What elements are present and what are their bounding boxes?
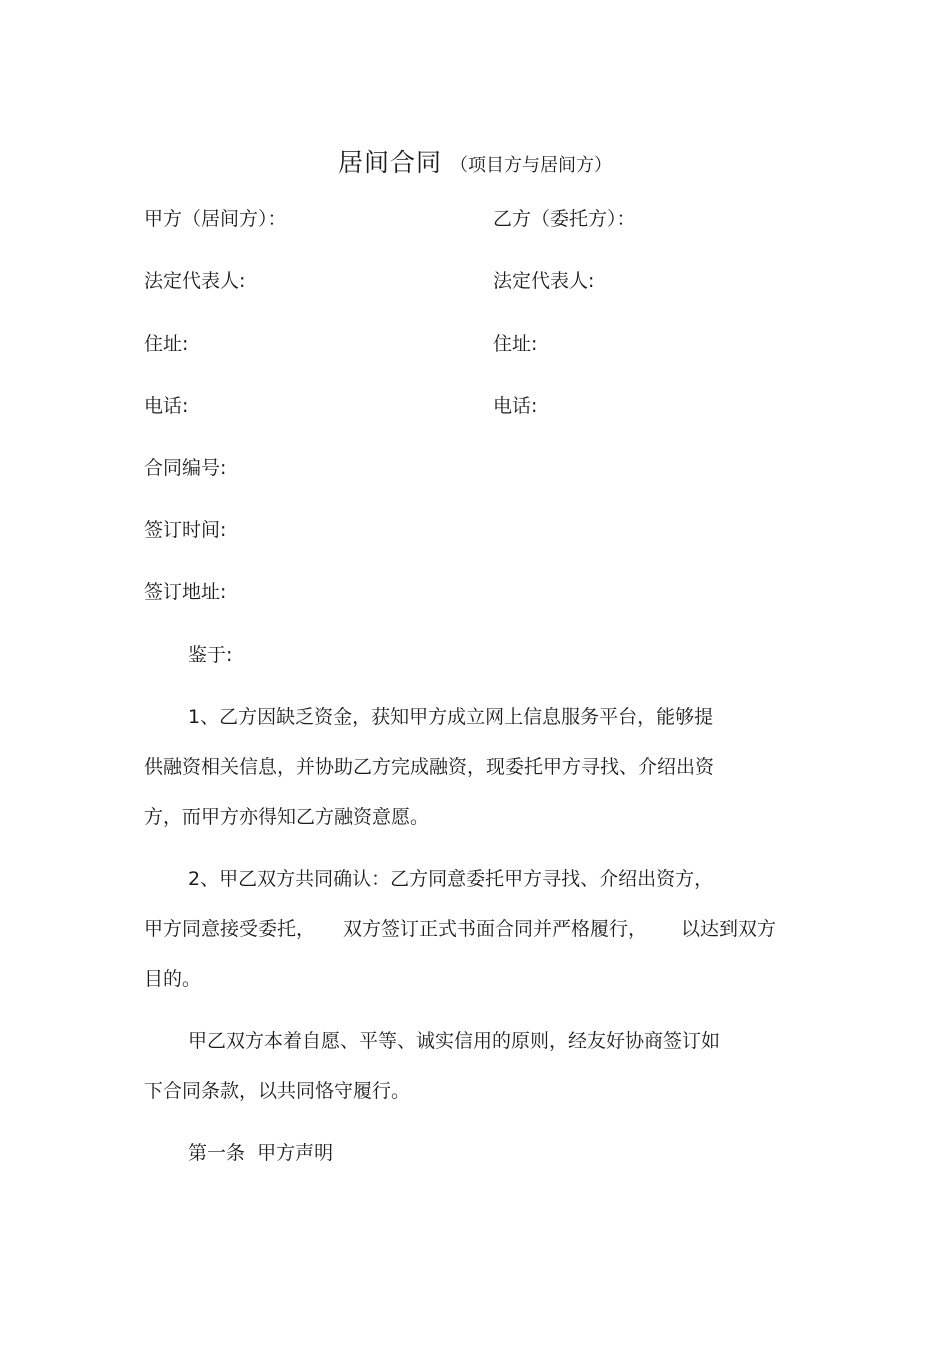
party-a-phone: 电话: <box>144 395 189 417</box>
principle-line-1: 甲乙双方本着自愿、平等、诚实信用的原则，经友好协商签订如 <box>188 1030 721 1052</box>
party-a-label: 甲方（居间方）： <box>144 208 287 230</box>
whereas-item-2-line-2-part-3: 以达到双方 <box>681 918 777 940</box>
whereas-item-2-line-3: 目的。 <box>144 968 202 990</box>
title-main: 居间合同 <box>337 148 442 177</box>
party-a-address: 住址: <box>144 333 189 355</box>
party-b-representative: 法定代表人: <box>493 270 595 292</box>
whereas-item-2 <box>144 867 824 991</box>
party-b-phone: 电话: <box>493 395 538 417</box>
party-b-label: 乙方（委托方）： <box>493 208 636 230</box>
principle-line-2: 下合同条款，以共同恪守履行。 <box>144 1080 411 1102</box>
whereas-item-1-line-2: 供融资相关信息，并协助乙方完成融资，现委托甲方寻找、介绍出资 <box>144 756 715 778</box>
whereas-heading: 鉴于: <box>188 644 233 666</box>
party-a-representative: 法定代表人: <box>144 270 246 292</box>
whereas-item-2-line-2-part-1: 甲方同意接受委托， <box>144 918 316 940</box>
sign-time: 签订时间: <box>144 519 227 541</box>
whereas-item-1-line-1: 1、乙方因缺乏资金，获知甲方成立网上信息服务平台，能够提 <box>188 706 714 728</box>
whereas-item-1 <box>144 705 824 829</box>
article-1-heading: 第一条 甲方声明 <box>188 1142 334 1164</box>
party-b-address: 住址: <box>493 333 538 355</box>
whereas-item-1-line-3: 方，而甲方亦得知乙方融资意愿。 <box>144 806 430 828</box>
title-subtitle: （项目方与居间方） <box>450 155 612 176</box>
article-1 <box>144 1141 824 1165</box>
document-title <box>0 143 950 179</box>
whereas-item-2-line-2-part-2: 双方签订正式书面合同并严格履行， <box>343 918 648 940</box>
sign-place: 签订地址: <box>144 581 227 603</box>
principle-paragraph <box>144 1029 824 1103</box>
contract-number: 合同编号: <box>144 457 227 479</box>
whereas-heading-block <box>144 643 824 667</box>
whereas-item-2-line-2 <box>144 917 824 941</box>
whereas-item-2-line-1: 2、甲乙双方共同确认：乙方同意委托甲方寻找、介绍出资方， <box>188 868 714 890</box>
